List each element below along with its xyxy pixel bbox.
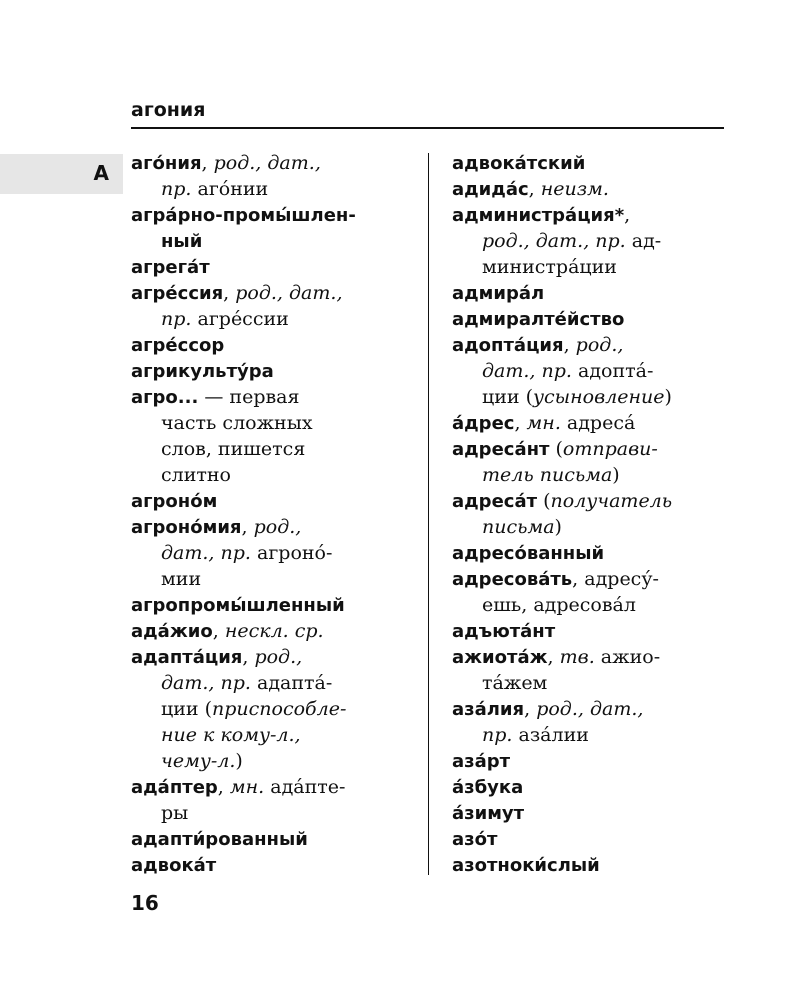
grammar-note: род., xyxy=(254,646,303,668)
headword: адапти́рованный xyxy=(131,829,308,850)
entry-line xyxy=(131,280,421,306)
entry-line xyxy=(452,462,742,488)
headword: адъюта́нт xyxy=(452,621,556,642)
entry-line xyxy=(131,748,421,774)
entry-text: слов, пишется xyxy=(161,438,306,460)
grammar-note: пр. xyxy=(161,178,192,200)
headword: аза́рт xyxy=(452,751,511,772)
grammar-note: род., дат., xyxy=(235,282,343,304)
entry-line xyxy=(131,852,421,878)
grammar-note: приспособле- xyxy=(212,698,347,720)
entry-text: , xyxy=(624,204,631,226)
entry-text: адопта́- xyxy=(571,360,654,382)
entry-line xyxy=(131,202,421,228)
grammar-note: род., дат., пр. xyxy=(482,230,626,252)
entry-text: , xyxy=(563,334,576,356)
grammar-note: мн. xyxy=(229,776,265,798)
entry-line xyxy=(131,774,421,800)
entry-line xyxy=(131,332,421,358)
entry-line xyxy=(452,774,742,800)
entry-line xyxy=(131,488,421,514)
right-column xyxy=(452,150,742,878)
entry-line xyxy=(452,436,742,462)
entry-text: ада́пте- xyxy=(264,776,346,798)
entry-line xyxy=(452,592,742,618)
grammar-note: род., дат., xyxy=(213,152,321,174)
section-letter-tab xyxy=(0,154,123,194)
entry-text: ешь, адресова́л xyxy=(482,594,636,616)
entry-line xyxy=(452,826,742,852)
entry-line xyxy=(452,800,742,826)
entry-line xyxy=(452,644,742,670)
entry-text: мии xyxy=(161,568,202,590)
page-number: 16 xyxy=(131,891,159,915)
entry-line xyxy=(131,696,421,722)
entry-line xyxy=(131,644,421,670)
entry-text: министра́ции xyxy=(482,256,617,278)
headword: агрикульту́ра xyxy=(131,361,274,382)
entry-text: агроно́- xyxy=(250,542,333,564)
headword: адресо́ванный xyxy=(452,543,605,564)
headword: а́дрес xyxy=(452,413,515,434)
headword: адресова́ть xyxy=(452,569,573,590)
entry-line xyxy=(452,540,742,566)
headword: агра́рно-промы́шлен- xyxy=(131,205,356,226)
headword: азо́т xyxy=(452,829,498,850)
headword: адвока́тский xyxy=(452,153,586,174)
entry-text: ры xyxy=(161,802,189,824)
entry-line xyxy=(131,514,421,540)
grammar-note: тв. xyxy=(559,646,595,668)
entry-text: адапта́- xyxy=(250,672,333,694)
grammar-note: род., дат., xyxy=(536,698,644,720)
entry-text: ( xyxy=(537,490,551,512)
entry-text: ции ( xyxy=(482,386,533,408)
entry-text: ад- xyxy=(625,230,662,252)
entry-text: , xyxy=(223,282,236,304)
entry-text: адреса́ xyxy=(560,412,636,434)
entry-line xyxy=(452,202,742,228)
left-column xyxy=(131,150,421,878)
entry-line xyxy=(452,332,742,358)
entry-line xyxy=(452,150,742,176)
running-head: агония xyxy=(131,99,206,121)
grammar-note: ние к кому-л., xyxy=(161,724,301,746)
headword: агрега́т xyxy=(131,257,210,278)
entry-text: , xyxy=(547,646,560,668)
entry-line xyxy=(452,306,742,332)
entry-text: — первая xyxy=(198,386,300,408)
headword: адреса́т xyxy=(452,491,538,512)
entry-text: ) xyxy=(554,516,562,538)
entry-line xyxy=(452,176,742,202)
entry-line xyxy=(452,670,742,696)
headword: адмиралте́йство xyxy=(452,309,625,330)
grammar-note: тель письма xyxy=(482,464,613,486)
headword: администра́ция* xyxy=(452,205,625,226)
grammar-note: дат., пр. xyxy=(161,542,251,564)
entry-text: та́жем xyxy=(482,672,548,694)
entry-text: агре́ссии xyxy=(191,308,289,330)
entry-line xyxy=(131,670,421,696)
headword: ный xyxy=(161,231,203,252)
headword: агре́ссия xyxy=(131,283,224,304)
headword: адмира́л xyxy=(452,283,545,304)
entry-line xyxy=(452,410,742,436)
grammar-note: чему-л. xyxy=(161,750,236,772)
entry-text: часть сложных xyxy=(161,412,313,434)
entry-line xyxy=(452,696,742,722)
entry-text: ) xyxy=(612,464,620,486)
headword: агропромы́шленный xyxy=(131,595,345,616)
entry-line xyxy=(131,722,421,748)
entry-line xyxy=(452,618,742,644)
entry-line xyxy=(131,436,421,462)
entry-text: , xyxy=(514,412,527,434)
grammar-note: род., xyxy=(575,334,624,356)
entry-line xyxy=(131,566,421,592)
grammar-note: пр. xyxy=(161,308,192,330)
entry-line xyxy=(131,462,421,488)
grammar-note: мн. xyxy=(526,412,561,434)
entry-line xyxy=(452,254,742,280)
grammar-note: дат., пр. xyxy=(161,672,251,694)
entry-text: , xyxy=(524,698,537,720)
entry-line xyxy=(452,488,742,514)
headword: ада́птер xyxy=(131,777,218,798)
entry-line xyxy=(131,228,421,254)
headword: азотноки́слый xyxy=(452,855,600,876)
entry-line xyxy=(452,566,742,592)
entry-line xyxy=(131,800,421,826)
entry-line xyxy=(131,306,421,332)
entry-line xyxy=(131,384,421,410)
entry-line xyxy=(131,826,421,852)
headword: ажиота́ж xyxy=(452,647,548,668)
entry-line xyxy=(452,384,742,410)
headword: аза́лия xyxy=(452,699,525,720)
entry-text: аго́нии xyxy=(191,178,269,200)
entry-line xyxy=(131,410,421,436)
headword: адопта́ция xyxy=(452,335,564,356)
headword: агро... xyxy=(131,387,199,408)
section-letter: А xyxy=(93,161,109,185)
grammar-note: пр. xyxy=(482,724,513,746)
grammar-note: усыновление xyxy=(533,386,665,408)
entry-line xyxy=(131,176,421,202)
grammar-note: неизм. xyxy=(540,178,609,200)
headword: агре́ссор xyxy=(131,335,225,356)
entry-text: ажио- xyxy=(594,646,661,668)
entry-line xyxy=(131,150,421,176)
entry-line xyxy=(131,254,421,280)
headword: адапта́ция xyxy=(131,647,243,668)
entry-text: , xyxy=(217,776,230,798)
headword: адида́с xyxy=(452,179,529,200)
entry-line xyxy=(452,514,742,540)
entry-line xyxy=(131,592,421,618)
headword: ада́жио xyxy=(131,621,213,642)
entry-text: ции ( xyxy=(161,698,212,720)
entry-text: , xyxy=(201,152,214,174)
grammar-note: нескл. ср. xyxy=(224,620,324,642)
entry-line xyxy=(131,358,421,384)
entry-text: , адресу́- xyxy=(572,568,659,590)
entry-text: , xyxy=(242,646,255,668)
grammar-note: получатель xyxy=(550,490,673,512)
entry-text: , xyxy=(241,516,254,538)
grammar-note: письма xyxy=(482,516,555,538)
entry-line xyxy=(452,722,742,748)
entry-text: слитно xyxy=(161,464,231,486)
entry-line xyxy=(131,540,421,566)
headword: а́зимут xyxy=(452,803,525,824)
headword: а́збука xyxy=(452,777,524,798)
entry-text: , xyxy=(528,178,541,200)
headword: адвока́т xyxy=(131,855,217,876)
headword: агроно́м xyxy=(131,491,218,512)
entry-line xyxy=(452,852,742,878)
entry-text: аза́лии xyxy=(512,724,589,746)
entry-line xyxy=(452,228,742,254)
grammar-note: отправи- xyxy=(562,438,658,460)
column-divider xyxy=(428,153,429,875)
headword: аго́ния xyxy=(131,153,202,174)
header-rule xyxy=(131,127,724,129)
entry-line xyxy=(452,358,742,384)
headword: адреса́нт xyxy=(452,439,550,460)
entry-text: ( xyxy=(549,438,563,460)
entry-text: ) xyxy=(235,750,243,772)
headword: агроно́мия xyxy=(131,517,242,538)
grammar-note: дат., пр. xyxy=(482,360,572,382)
entry-text: , xyxy=(212,620,225,642)
grammar-note: род., xyxy=(253,516,302,538)
entry-text: ) xyxy=(664,386,672,408)
entry-line xyxy=(452,280,742,306)
entry-line xyxy=(452,748,742,774)
entry-line xyxy=(131,618,421,644)
